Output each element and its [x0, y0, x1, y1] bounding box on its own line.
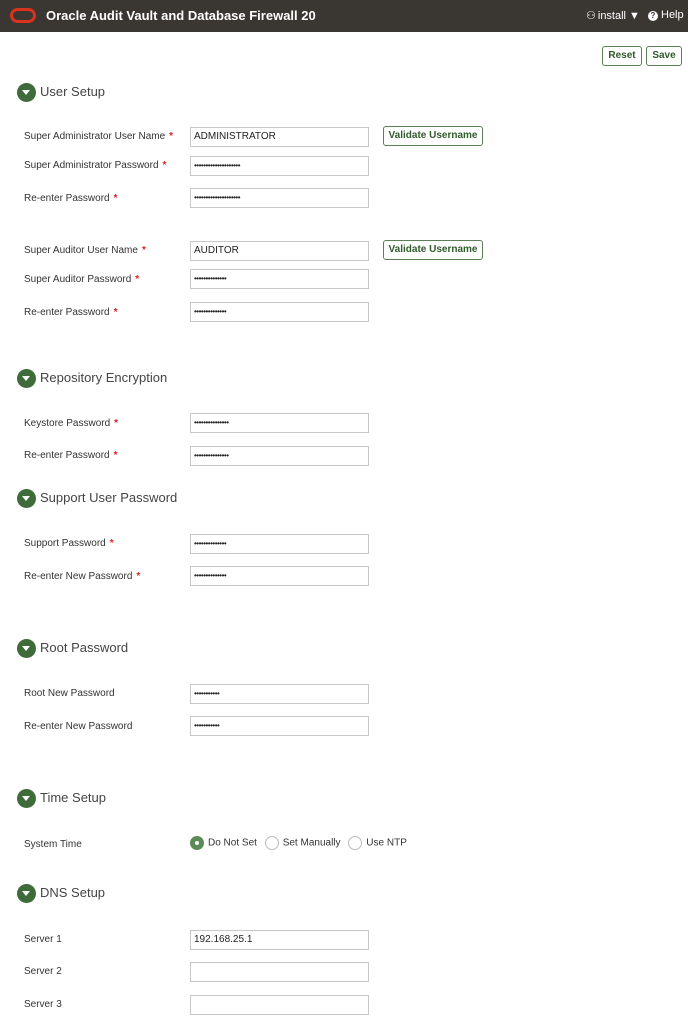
- section-title: User Setup: [40, 84, 106, 99]
- root-reenter-password-field[interactable]: •••••••••••: [190, 716, 369, 736]
- auditor-username-label: Super Auditor User Name *: [24, 245, 146, 256]
- admin-username-label: Super Administrator User Name *: [24, 131, 174, 142]
- radio-use-ntp[interactable]: Use NTP: [348, 836, 407, 850]
- chevron-down-icon[interactable]: [17, 789, 36, 808]
- required-mark: *: [135, 274, 140, 285]
- oracle-logo[interactable]: [10, 8, 36, 23]
- system-time-label: System Time: [24, 839, 82, 850]
- save-button[interactable]: Save: [646, 46, 682, 66]
- section-title: Root Password: [40, 640, 129, 655]
- auditor-username-field[interactable]: AUDITOR: [190, 241, 369, 261]
- required-mark: *: [113, 450, 118, 461]
- radio-button[interactable]: [348, 836, 362, 850]
- required-mark: *: [141, 245, 146, 256]
- required-mark: *: [169, 131, 174, 142]
- dns-server3-label: Server 3: [24, 999, 62, 1010]
- root-new-password-field[interactable]: •••••••••••: [190, 684, 369, 704]
- support-password-field[interactable]: ••••••••••••••: [190, 534, 369, 554]
- admin-password-field[interactable]: ••••••••••••••••••••: [190, 156, 369, 176]
- dns-server1-label: Server 1: [24, 934, 62, 945]
- keystore-password-field[interactable]: •••••••••••••••: [190, 413, 369, 433]
- auditor-password-label: Super Auditor Password *: [24, 274, 140, 285]
- section-title: Repository Encryption: [40, 370, 168, 385]
- user-icon: ⚇: [586, 10, 596, 22]
- dns-server1-field[interactable]: 192.168.25.1: [190, 930, 369, 950]
- chevron-down-icon[interactable]: [17, 83, 36, 102]
- radio-do-not-set[interactable]: Do Not Set: [190, 836, 257, 850]
- required-mark: *: [136, 571, 141, 582]
- keystore-password-label: Keystore Password *: [24, 418, 119, 429]
- admin-reenter-password-label: Re-enter Password *: [24, 193, 118, 204]
- user-menu[interactable]: [586, 9, 640, 22]
- radio-button[interactable]: [190, 836, 204, 850]
- system-time-radio-group: [190, 836, 412, 850]
- radio-button[interactable]: [265, 836, 279, 850]
- keystore-reenter-password-field[interactable]: •••••••••••••••: [190, 446, 369, 466]
- support-reenter-password-label: Re-enter New Password *: [24, 571, 141, 582]
- chevron-down-icon[interactable]: [17, 489, 36, 508]
- auditor-reenter-password-label: Re-enter Password *: [24, 307, 118, 318]
- support-reenter-password-field[interactable]: ••••••••••••••: [190, 566, 369, 586]
- auditor-reenter-password-field[interactable]: ••••••••••••••: [190, 302, 369, 322]
- required-mark: *: [113, 193, 118, 204]
- dns-server2-label: Server 2: [24, 966, 62, 977]
- section-title: DNS Setup: [40, 885, 106, 900]
- auditor-password-field[interactable]: ••••••••••••••: [190, 269, 369, 289]
- admin-reenter-password-field[interactable]: ••••••••••••••••••••: [190, 188, 369, 208]
- help-link[interactable]: [648, 9, 684, 21]
- reset-button[interactable]: Reset: [602, 46, 642, 66]
- top-bar: [0, 0, 688, 32]
- section-title: Time Setup: [40, 790, 106, 805]
- admin-username-field[interactable]: ADMINISTRATOR: [190, 127, 369, 147]
- root-reenter-password-label: Re-enter New Password: [24, 721, 133, 732]
- help-icon: ?: [648, 11, 658, 21]
- required-mark: *: [114, 418, 119, 429]
- user-menu-label: install ▼: [597, 10, 640, 22]
- admin-password-label: Super Administrator Password *: [24, 160, 167, 171]
- root-new-password-label: Root New Password: [24, 688, 115, 699]
- validate-auditor-username-button[interactable]: Validate Username: [383, 240, 483, 260]
- required-mark: *: [109, 538, 114, 549]
- section-title: Support User Password: [40, 490, 178, 505]
- chevron-down-icon[interactable]: [17, 369, 36, 388]
- required-mark: *: [113, 307, 118, 318]
- keystore-reenter-password-label: Re-enter Password *: [24, 450, 118, 461]
- chevron-down-icon[interactable]: [17, 639, 36, 658]
- validate-admin-username-button[interactable]: Validate Username: [383, 126, 483, 146]
- radio-set-manually[interactable]: Set Manually: [265, 836, 341, 850]
- chevron-down-icon[interactable]: [17, 884, 36, 903]
- help-label: Help: [661, 9, 684, 21]
- app-title: Oracle Audit Vault and Database Firewall 20: [46, 8, 316, 23]
- dns-server3-field[interactable]: [190, 995, 369, 1015]
- dns-server2-field[interactable]: [190, 962, 369, 982]
- support-password-label: Support Password *: [24, 538, 114, 549]
- required-mark: *: [162, 160, 167, 171]
